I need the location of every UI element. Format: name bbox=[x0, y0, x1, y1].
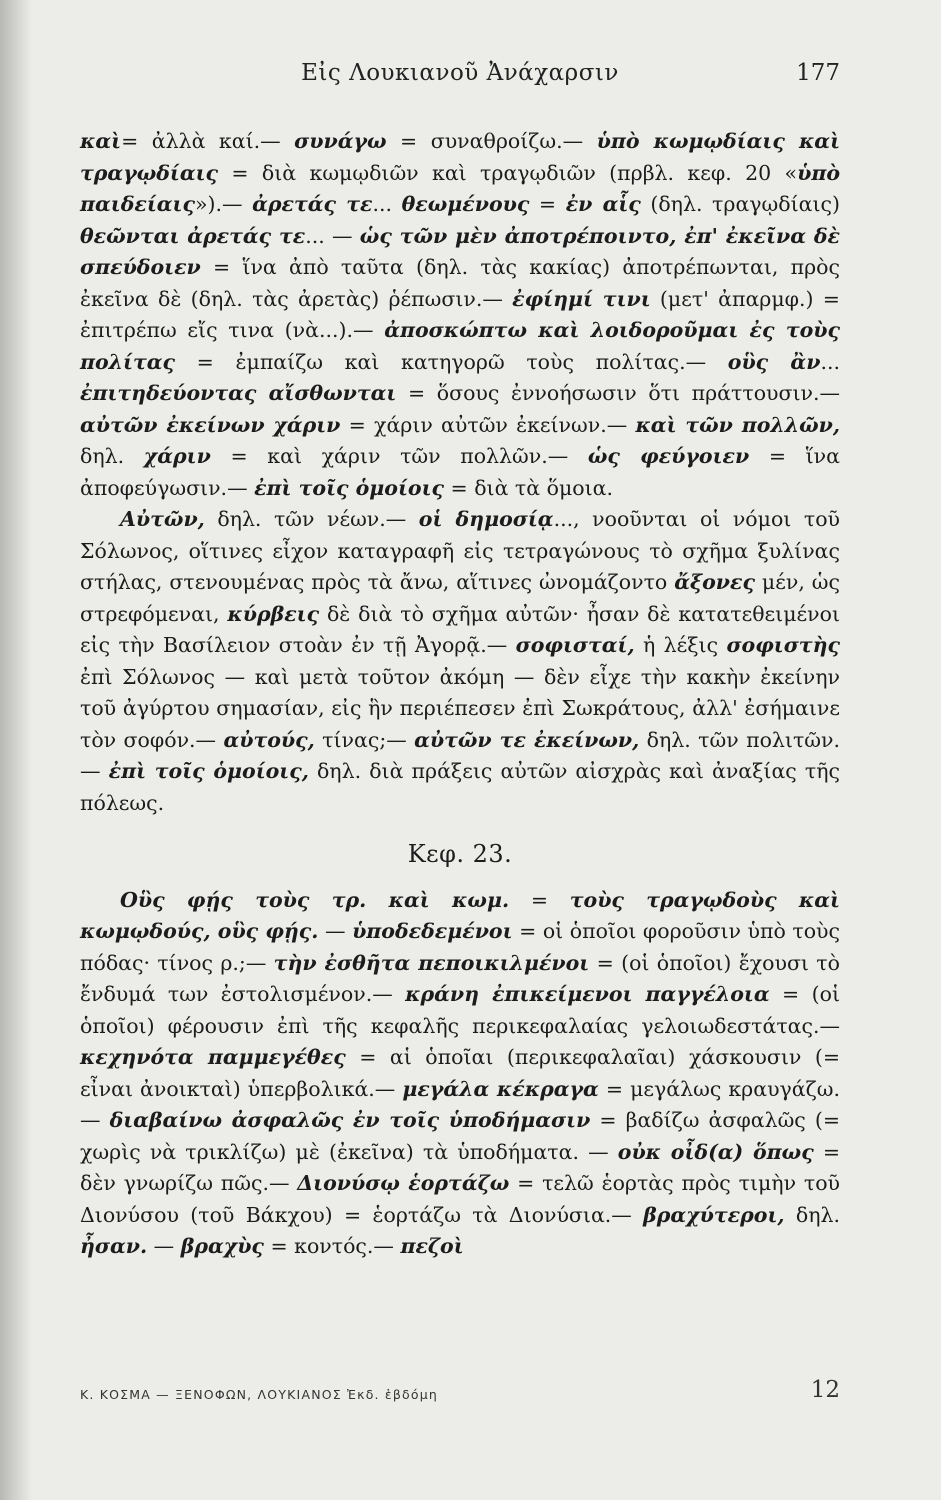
gloss-text: (δηλ. τραγῳδίαις) bbox=[640, 192, 840, 216]
headword: ἐν αἷς bbox=[565, 192, 641, 216]
gloss-text: = ἵνα ἀπὸ ταῦτα (δηλ. τὰς κακίας) ἀποτρέπωνται, πρὸς ἐκεῖνα δὲ (δηλ. τὰς ἀρετὰς) ῥέπωσιν.— bbox=[80, 255, 840, 311]
commentary-body bbox=[80, 126, 840, 1263]
commentary-paragraph-1 bbox=[80, 126, 840, 504]
headword: διαβαίνω ἀσφαλῶς ἐν τοῖς ὑποδήμασιν bbox=[109, 1108, 591, 1132]
gloss-text: = ὅσους ἐννοήσωσιν ὅτι πράττουσιν.— bbox=[396, 381, 841, 405]
page-number: 177 bbox=[796, 60, 840, 86]
gloss-text: = (οἱ ὁποῖοι) ἔχουσι τὸ ἔνδυμά των ἐστολισμένον.— bbox=[80, 950, 840, 1006]
headword: πεζοὶ bbox=[400, 1234, 464, 1258]
page-header bbox=[80, 60, 840, 100]
gloss-text: = τελῶ ἑορτὰς πρὸς τιμὴν τοῦ Διονύσου (τοῦ Βάκχου) = ἑορτάζω τὰ Διονύσια.— bbox=[80, 1171, 841, 1227]
headword: θεωμένους bbox=[401, 192, 530, 216]
gloss-text: = διὰ τὰ ὅμοια. bbox=[443, 475, 614, 500]
printer-signature: Κ. ΚΟΣΜΑ — ΞΕΝΟΦΩΝ, ΛΟΥΚΙΑΝΟΣ Ἐκδ. ἑβδόμη bbox=[80, 1387, 439, 1402]
gloss-text: — bbox=[147, 1234, 181, 1258]
gloss-text: δηλ. τῶν πολιτῶν.— bbox=[80, 727, 840, 783]
gloss-text: δηλ. τῶν νέων.— bbox=[204, 507, 419, 531]
gloss-text: ... bbox=[820, 349, 840, 374]
headword: αὐτούς, bbox=[223, 727, 315, 752]
headword: καὶ τῶν πολλῶν, bbox=[635, 412, 841, 437]
headword: ὡς τῶν μὲν ἀποτρέποιντο, ἐπ' ἐκεῖνα δὲ σπεύδοιεν bbox=[80, 223, 841, 279]
gloss-text: = βαδίζω ἀσφαλῶς (= χωρὶς νὰ τρικλίζω) μὲ (ἐκεῖνα) τὰ ὑποδήματα. — bbox=[80, 1108, 840, 1164]
running-title: Εἰς Λουκιανοῦ Ἀνάχαρσιν bbox=[301, 60, 619, 86]
headword: Αὐτῶν, bbox=[120, 507, 205, 531]
headword: ὑπὸ κωμῳδίαις καὶ τραγῳδίαις bbox=[80, 129, 840, 185]
gloss-text: ..., νοοῦνται οἱ νόμοι τοῦ Σόλωνος, οἵτινες εἶχον καταγραφῆ εἰς τετραγώνους τὸ σχῆμα ξυλίνας στήλας, στενουμένας πρὸς τὰ ἄνω, αἵτινες ὠνομάζοντο bbox=[80, 507, 840, 594]
headword: ὡς φεύγοιεν bbox=[587, 444, 750, 468]
headword: βραχύτεροι, bbox=[643, 1202, 785, 1227]
headword: βραχὺς bbox=[180, 1234, 264, 1258]
gloss-text: = δὲν γνωρίζω πῶς.— bbox=[80, 1139, 841, 1195]
headword: αὐτῶν τε ἐκείνων, bbox=[414, 727, 640, 752]
headword: ὑπὸ παιδείαις bbox=[80, 160, 840, 216]
headword: ἐπὶ τοῖς ὁμοίοις, bbox=[108, 759, 309, 783]
gloss-text: = καὶ χάριν τῶν πολλῶν.— bbox=[210, 444, 588, 468]
gloss-text: = ἀλλὰ καί.— bbox=[121, 129, 295, 153]
gloss-text: (μετ' ἀπαρμφ.) = ἐπιτρέπω εἴς τινα (νὰ...).— bbox=[80, 286, 840, 342]
page-binding-shadow bbox=[0, 0, 32, 1500]
headword: συνάγω bbox=[294, 129, 387, 153]
gloss-text: δὲ διὰ τὸ σχῆμα αὐτῶν· ἦσαν δὲ κατατεθειμένοι εἰς τὴν Βασίλειον στοὰν ἐν τῇ Ἀγορᾷ.— bbox=[80, 601, 840, 657]
headword: θεῶνται ἀρετάς τε bbox=[80, 223, 306, 248]
commentary-paragraph-3 bbox=[80, 885, 840, 1263]
chapter-heading: Κεφ. 23. bbox=[407, 840, 513, 868]
headword: οὐκ οἶδ(α) ὅπως bbox=[617, 1139, 814, 1164]
gloss-text: ἐπὶ Σόλωνος — καὶ μετὰ τοῦτον ἀκόμη — δὲν εἶχε τὴν κακὴν ἐκείνην τοῦ ἀγύρτου σημασίαν, εἰς ἣν περιέπεσεν ἐπὶ Σωκράτους, ἀλλ' ἐσήμαινε τὸν σοφόν.— bbox=[80, 664, 840, 752]
sheet-number: 12 bbox=[810, 1377, 840, 1403]
headword: ἐπὶ τοῖς ὁμοίοις bbox=[254, 475, 444, 500]
gloss-text: — bbox=[318, 919, 353, 943]
gloss-text: = ἵνα ἀποφεύγωσιν.— bbox=[80, 444, 840, 500]
headword: σοφιστὴς bbox=[726, 633, 840, 657]
headword: οὓς ἂν bbox=[727, 349, 821, 374]
gloss-text: = οἱ ὁποῖοι φοροῦσιν ὑπὸ τοὺς πόδας· τίνος ρ.;— bbox=[80, 919, 840, 975]
gloss-text: ... bbox=[372, 192, 402, 216]
page-footer bbox=[80, 1377, 840, 1417]
gloss-text: = αἱ ὁποῖαι (περικεφαλαῖαι) χάσκουσιν (= εἶναι ἀνοικταὶ) ὑπερβολικά.— bbox=[80, 1045, 841, 1101]
headword: Διονύσῳ ἑορτάζω bbox=[297, 1171, 510, 1195]
headword: ὑποδεδεμένοι bbox=[352, 919, 513, 943]
headword: κύρβεις bbox=[227, 601, 320, 626]
gloss-text: δηλ. bbox=[80, 444, 144, 468]
gloss-text: δηλ. bbox=[784, 1202, 840, 1227]
gloss-text: μέν, ὡς στρεφόμεναι, bbox=[80, 570, 840, 626]
gloss-text: δηλ. διὰ πράξεις αὐτῶν αἰσχρὰς καὶ ἀναξίας τῆς πόλεως. bbox=[80, 759, 841, 815]
headword: τοὺς τραγῳδοὺς καὶ κωμῳδούς, οὓς φῄς. bbox=[80, 887, 840, 943]
headword: ἄξονες bbox=[674, 570, 755, 594]
gloss-text: = κοντός.— bbox=[263, 1234, 401, 1258]
gloss-text: = bbox=[529, 192, 566, 216]
gloss-text: »).— bbox=[194, 192, 253, 216]
gloss-text: ... — bbox=[305, 223, 360, 248]
gloss-text: = συναθροίζω.— bbox=[386, 129, 597, 153]
headword: μεγάλα κέκραγα bbox=[402, 1076, 599, 1101]
headword: ἦσαν. bbox=[80, 1234, 148, 1258]
headword: τὴν ἐσθῆτα πεποικιλμένοι bbox=[273, 950, 590, 975]
headword: ἀρετάς τε bbox=[252, 192, 373, 216]
gloss-text: = χάριν αὐτῶν ἐκείνων.— bbox=[340, 412, 636, 437]
gloss-text: τίνας;— bbox=[314, 727, 415, 752]
headword: κεχηνότα παμμεγέθες bbox=[80, 1045, 346, 1069]
gloss-text: = διὰ κωμῳδιῶν καὶ τραγῳδιῶν (πρβλ. κεφ. 20 « bbox=[218, 160, 798, 185]
headword: ἀποσκώπτω καὶ λοιδοροῦμαι ἐς τοὺς πολίτας bbox=[80, 318, 840, 374]
headword: σοφισταί, bbox=[515, 633, 635, 657]
gloss-text: = bbox=[509, 887, 570, 912]
commentary-paragraph-2 bbox=[80, 504, 840, 819]
headword: χάριν bbox=[143, 444, 211, 468]
headword: καὶ bbox=[80, 129, 122, 153]
headword: Οὓς φῄς τοὺς τρ. καὶ κωμ. bbox=[120, 887, 510, 912]
headword: αὐτῶν ἐκείνων χάριν bbox=[80, 412, 341, 437]
headword: οἱ δημοσίᾳ bbox=[418, 507, 554, 531]
gloss-text: = μεγάλως κραυγάζω.— bbox=[80, 1076, 840, 1132]
gloss-text: ἡ λέξις bbox=[634, 633, 727, 657]
headword: κράνη ἐπικείμενοι παγγέλοια bbox=[405, 982, 770, 1006]
gloss-text: = (οἱ ὁποῖοι) φέρουσιν ἐπὶ τῆς κεφαλῆς περικεφαλαίας γελοιωδεστάτας.— bbox=[80, 982, 840, 1038]
headword: ἐφίημί τινι bbox=[512, 286, 651, 311]
headword: ἐπιτηδεύοντας αἴσθωνται bbox=[80, 381, 397, 405]
gloss-text: = ἐμπαίζω καὶ κατηγορῶ τοὺς πολίτας.— bbox=[175, 349, 728, 374]
